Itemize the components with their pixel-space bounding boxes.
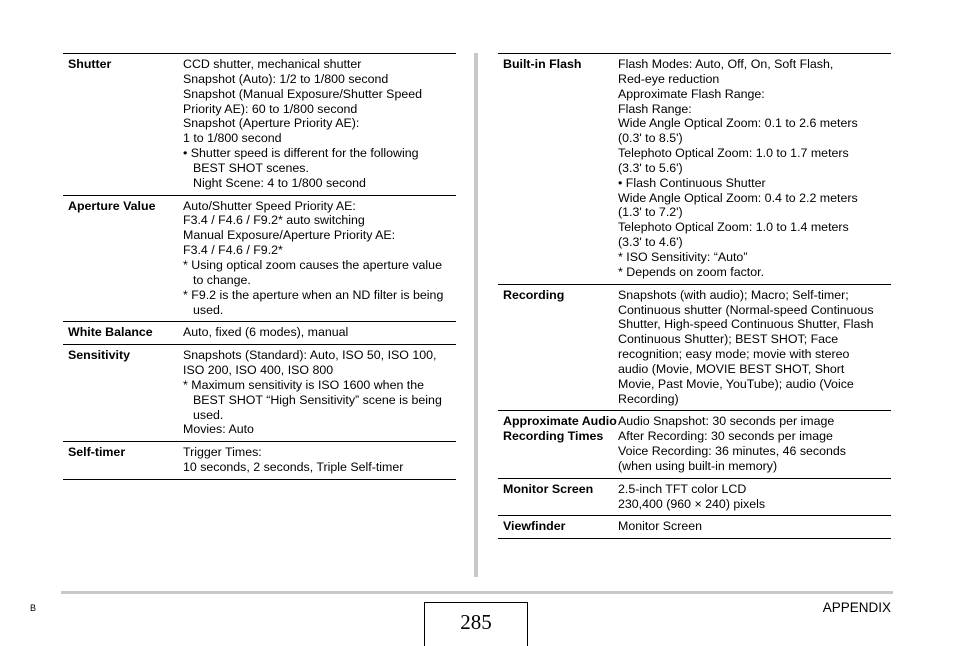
spec-label: Monitor Screen [503,481,594,496]
spec-value-line: Snapshots (Standard): Auto, ISO 50, ISO 100, [183,348,437,363]
spec-value-line: Manual Exposure/Aperture Priority AE: [183,228,396,243]
spec-value-line: Wide Angle Optical Zoom: 0.1 to 2.6 meters [618,116,858,131]
column-divider [474,53,478,577]
spec-value-line: Auto, fixed (6 modes), manual [183,325,349,340]
spec-label: Shutter [68,57,112,71]
spec-label: Viewfinder [503,519,566,534]
spec-value-line: Trigger Times: [183,445,262,460]
spec-value-line: After Recording: 30 seconds per image [618,429,833,444]
spec-value-line: • Flash Continuous Shutter [618,175,766,190]
spec-value [183,322,456,345]
spec-value-line: Continuous shutter (Normal-speed Continuous [618,302,874,317]
footer-rule [61,591,893,594]
right-spec-table [498,53,891,539]
spec-value-line: Shutter, High-speed Continuous Shutter, Flash [618,317,874,332]
spec-value-line: F3.4 / F4.6 / F9.2* auto switching [183,213,365,228]
spec-value-line: Flash Range: [618,101,692,116]
spec-label: Aperture Value [68,198,156,213]
spec-value [183,195,456,322]
spec-value-line: Voice Recording: 36 minutes, 46 seconds [618,444,846,459]
spec-row [63,54,456,196]
spec-row [63,195,456,322]
spec-value-line: (0.3' to 8.5') [618,131,683,146]
spec-value-line: 230,400 (960 × 240) pixels [618,496,766,511]
spec-value-line: • Shutter speed is different for the following BEST SHOT scenes. [183,146,419,175]
page-number: 285 [424,602,528,646]
spec-value-line: Telephoto Optical Zoom: 1.0 to 1.7 meters [618,146,849,161]
spec-value-line: * F9.2 is the aperture when an ND filter is being used. [183,287,444,317]
section-label: APPENDIX [822,600,891,615]
spec-value-line: Approximate Flash Range: [618,86,765,101]
spec-row [498,411,891,478]
spec-value-line: audio (Movie, MOVIE BEST SHOT, Short [618,361,845,376]
spec-value-line: Snapshot (Manual Exposure/Shutter Speed [183,86,423,101]
spec-label: Recording [503,287,565,302]
spec-value-line: Priority AE): 60 to 1/800 second [183,101,358,116]
spec-row [63,345,456,442]
corner-mark: B [30,603,37,613]
spec-value-line: Snapshot (Aperture Priority AE): [183,116,360,131]
spec-value-line: Audio Snapshot: 30 seconds per image [618,414,835,429]
spec-value [183,54,456,196]
spec-value-line: Telephoto Optical Zoom: 1.0 to 1.4 meters [618,220,849,235]
spec-value [618,284,891,411]
spec-value-line: Continuous Shutter); BEST SHOT; Face [618,332,839,347]
spec-label: Approximate Audio Recording Times [503,414,617,444]
spec-value-line: 2.5-inch TFT color LCD [618,481,747,496]
spec-row [498,478,891,516]
spec-value-line: (when using built-in memory) [618,458,778,473]
spec-value-line: * Maximum sensitivity is ISO 1600 when the BEST SHOT “High Sensitivity” scene is being used. [183,377,442,422]
spec-value-line: * Using optical zoom causes the aperture value to change. [183,257,442,287]
spec-value-line: Recording) [618,391,679,406]
spec-label: Sensitivity [68,348,130,363]
right-spec-column [498,53,891,539]
spec-value-line: Snapshots (with audio); Macro; Self-timer; [618,287,849,302]
spec-value-line: (3.3' to 5.6') [618,160,683,175]
spec-value [183,442,456,480]
spec-value [618,516,891,539]
spec-value [618,54,891,285]
spec-row [498,284,891,411]
spec-row [498,516,891,539]
spec-value-line: * ISO Sensitivity: “Auto” [618,249,748,264]
spec-value-line: Movie, Past Movie, YouTube); audio (Voice [618,376,854,391]
spec-value-line: Snapshot (Auto): 1/2 to 1/800 second [183,71,389,86]
spec-value-line: Wide Angle Optical Zoom: 0.4 to 2.2 meters [618,190,858,205]
spec-value [618,478,891,516]
spec-value-line: CCD shutter, mechanical shutter [183,57,362,71]
spec-value [618,411,891,478]
spec-value-line: Night Scene: 4 to 1/800 second [193,175,366,190]
spec-label: Built-in Flash [503,57,582,71]
spec-row [63,322,456,345]
spec-value-line: * Depends on zoom factor. [618,264,765,279]
spec-value-line: Flash Modes: Auto, Off, On, Soft Flash, [618,57,834,71]
spec-value-line: ISO 200, ISO 400, ISO 800 [183,363,334,378]
spec-label: Self-timer [68,445,126,460]
spec-row [498,54,891,285]
spec-value-line: recognition; easy mode; movie with stereo [618,347,850,362]
spec-label: White Balance [68,325,153,340]
spec-value-line: (3.3' to 4.6') [618,235,683,250]
spec-value-line: Red-eye reduction [618,71,720,86]
spec-value-line: 1 to 1/800 second [183,131,282,146]
left-spec-table [63,53,456,480]
spec-value-line: 10 seconds, 2 seconds, Triple Self-timer [183,460,404,475]
spec-value-line: Movies: Auto [183,422,254,437]
spec-value-line: Auto/Shutter Speed Priority AE: [183,198,356,213]
left-spec-column [63,53,456,480]
spec-value-line: Monitor Screen [618,519,703,534]
spec-value-line: (1.3' to 7.2') [618,205,683,220]
spec-value [183,345,456,442]
spec-row [63,442,456,480]
spec-value-line: F3.4 / F4.6 / F9.2* [183,243,283,258]
